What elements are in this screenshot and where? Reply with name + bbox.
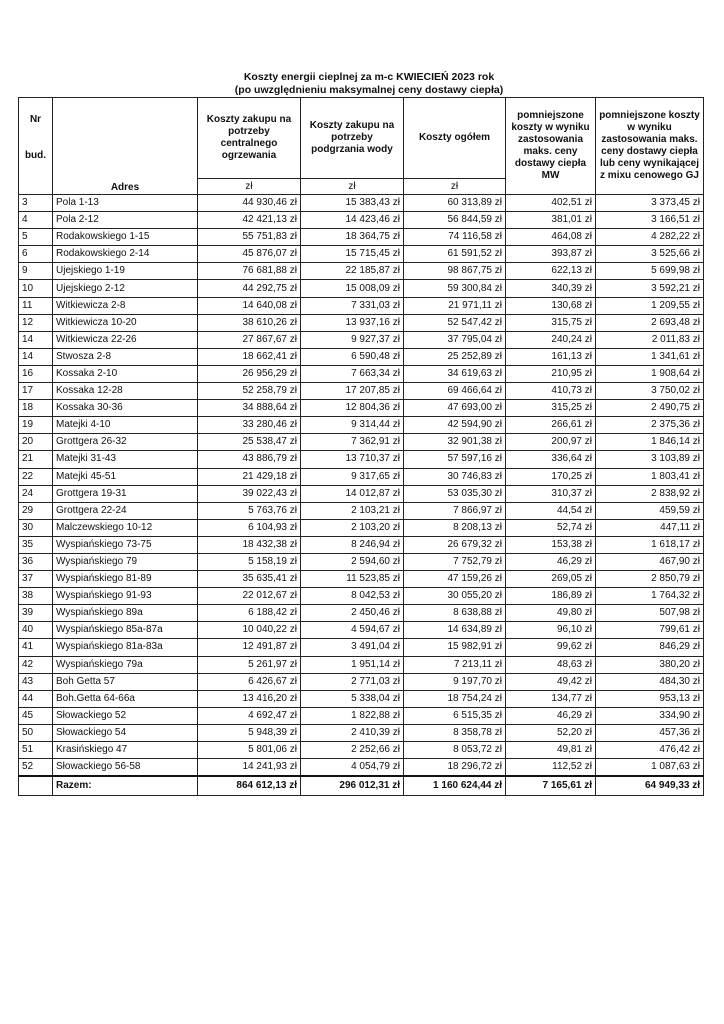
cell-adres: Ujejskiego 1-19 (53, 263, 198, 280)
cell-pomniejszone-mw: 134,77 zł (506, 690, 596, 707)
table-row (19, 451, 704, 468)
cell-pomniejszone-gj: 380,20 zł (596, 656, 704, 673)
unit-cell: zł (301, 179, 404, 195)
cell-koszty-co: 5 763,76 zł (198, 502, 301, 519)
cell-koszty-co: 39 022,43 zł (198, 485, 301, 502)
cell-adres: Matejki 45-51 (53, 468, 198, 485)
table-row (19, 314, 704, 331)
cell-koszty-cwu: 14 423,46 zł (301, 212, 404, 229)
cell-pomniejszone-mw: 170,25 zł (506, 468, 596, 485)
cell-koszty-ogolem: 34 619,63 zł (404, 365, 506, 382)
cell-pomniejszone-gj: 467,90 zł (596, 553, 704, 570)
cell-koszty-cwu: 2 594,60 zł (301, 553, 404, 570)
cell-pomniejszone-mw: 240,24 zł (506, 331, 596, 348)
total-co: 864 612,13 zł (198, 776, 301, 796)
cell-koszty-cwu: 15 008,09 zł (301, 280, 404, 297)
table-row (19, 707, 704, 724)
cell-adres: Wyspiańskiego 81-89 (53, 571, 198, 588)
cell-pomniejszone-gj: 846,29 zł (596, 639, 704, 656)
cell-nr: 43 (19, 673, 53, 690)
cell-koszty-ogolem: 57 597,16 zł (404, 451, 506, 468)
cell-nr: 45 (19, 707, 53, 724)
cell-koszty-co: 38 610,26 zł (198, 314, 301, 331)
cell-nr: 42 (19, 656, 53, 673)
cell-koszty-ogolem: 98 867,75 zł (404, 263, 506, 280)
cell-koszty-co: 21 429,18 zł (198, 468, 301, 485)
cell-pomniejszone-gj: 1 846,14 zł (596, 434, 704, 451)
total-label: Razem: (53, 776, 198, 796)
cell-koszty-co: 5 158,19 zł (198, 553, 301, 570)
table-row (19, 297, 704, 314)
cell-pomniejszone-gj: 3 166,51 zł (596, 212, 704, 229)
table-row (19, 263, 704, 280)
cell-pomniejszone-mw: 269,05 zł (506, 571, 596, 588)
header-koszty-cwu: Koszty zakupu na potrzeby podgrzania wody (301, 98, 404, 179)
cell-koszty-ogolem: 30 746,83 zł (404, 468, 506, 485)
header-adres: Adres (53, 98, 198, 195)
header-nr-bottom: bud. (24, 150, 47, 161)
cell-pomniejszone-mw: 46,29 zł (506, 553, 596, 570)
table-row (19, 348, 704, 365)
cell-pomniejszone-mw: 49,81 zł (506, 742, 596, 759)
cell-adres: Witkiewicza 22-26 (53, 331, 198, 348)
cell-pomniejszone-mw: 130,68 zł (506, 297, 596, 314)
cell-koszty-cwu: 13 937,16 zł (301, 314, 404, 331)
cell-koszty-ogolem: 7 213,11 zł (404, 656, 506, 673)
cell-koszty-ogolem: 9 197,70 zł (404, 673, 506, 690)
cell-nr: 52 (19, 759, 53, 777)
header-koszty-ogolem: Koszty ogółem (404, 98, 506, 179)
cell-koszty-co: 6 426,67 zł (198, 673, 301, 690)
cell-koszty-cwu: 2 103,20 zł (301, 519, 404, 536)
table-row (19, 229, 704, 246)
table-row (19, 639, 704, 656)
cell-adres: Matejki 31-43 (53, 451, 198, 468)
cell-koszty-ogolem: 7 866,97 zł (404, 502, 506, 519)
cell-adres: Wyspiańskiego 89a (53, 605, 198, 622)
table-row (19, 588, 704, 605)
table-row (19, 742, 704, 759)
cell-koszty-co: 6 104,93 zł (198, 519, 301, 536)
cell-nr: 22 (19, 468, 53, 485)
cell-koszty-ogolem: 47 159,26 zł (404, 571, 506, 588)
cell-koszty-co: 18 432,38 zł (198, 536, 301, 553)
cell-koszty-co: 44 292,75 zł (198, 280, 301, 297)
total-mw: 7 165,61 zł (506, 776, 596, 796)
cell-nr: 39 (19, 605, 53, 622)
table-row (19, 434, 704, 451)
cell-koszty-ogolem: 21 971,11 zł (404, 297, 506, 314)
cell-nr: 10 (19, 280, 53, 297)
cell-adres: Kossaka 2-10 (53, 365, 198, 382)
cell-koszty-ogolem: 32 901,38 zł (404, 434, 506, 451)
cell-koszty-ogolem: 42 594,90 zł (404, 417, 506, 434)
cell-koszty-cwu: 7 663,34 zł (301, 365, 404, 382)
cell-adres: Boh.Getta 64-66a (53, 690, 198, 707)
cell-koszty-cwu: 3 491,04 zł (301, 639, 404, 656)
cell-pomniejszone-gj: 2 011,83 zł (596, 331, 704, 348)
cell-koszty-ogolem: 14 634,89 zł (404, 622, 506, 639)
table-row (19, 656, 704, 673)
cell-pomniejszone-gj: 2 693,48 zł (596, 314, 704, 331)
cell-koszty-cwu: 2 410,39 zł (301, 724, 404, 741)
cell-koszty-co: 6 188,42 zł (198, 605, 301, 622)
cell-koszty-cwu: 17 207,85 zł (301, 383, 404, 400)
cell-nr: 41 (19, 639, 53, 656)
cell-pomniejszone-mw: 52,20 zł (506, 724, 596, 741)
cell-koszty-ogolem: 8 053,72 zł (404, 742, 506, 759)
cell-pomniejszone-gj: 507,98 zł (596, 605, 704, 622)
cell-adres: Grottgera 26-32 (53, 434, 198, 451)
cell-pomniejszone-mw: 112,52 zł (506, 759, 596, 777)
cell-nr: 29 (19, 502, 53, 519)
cell-nr: 12 (19, 314, 53, 331)
cell-koszty-cwu: 6 590,48 zł (301, 348, 404, 365)
cell-nr: 18 (19, 400, 53, 417)
cell-koszty-co: 43 886,79 zł (198, 451, 301, 468)
table-row (19, 673, 704, 690)
cell-adres: Krasińskiego 47 (53, 742, 198, 759)
cell-adres: Ujejskiego 2-12 (53, 280, 198, 297)
cell-pomniejszone-gj: 2 490,75 zł (596, 400, 704, 417)
cell-koszty-co: 45 876,07 zł (198, 246, 301, 263)
cell-koszty-cwu: 4 054,79 zł (301, 759, 404, 777)
cell-pomniejszone-mw: 96,10 zł (506, 622, 596, 639)
cell-koszty-ogolem: 59 300,84 zł (404, 280, 506, 297)
cell-adres: Słowackiego 52 (53, 707, 198, 724)
cell-koszty-co: 5 801,06 zł (198, 742, 301, 759)
cell-adres: Wyspiańskiego 79 (53, 553, 198, 570)
cell-nr: 11 (19, 297, 53, 314)
cell-adres: Grottgera 22-24 (53, 502, 198, 519)
cell-koszty-cwu: 9 317,65 zł (301, 468, 404, 485)
total-gj: 64 949,33 zł (596, 776, 704, 796)
cell-koszty-ogolem: 8 358,78 zł (404, 724, 506, 741)
header-nr-top: Nr (29, 114, 42, 125)
cell-pomniejszone-gj: 3 750,02 zł (596, 383, 704, 400)
cell-pomniejszone-gj: 799,61 zł (596, 622, 704, 639)
table-row (19, 571, 704, 588)
cell-koszty-ogolem: 69 466,64 zł (404, 383, 506, 400)
cell-nr: 14 (19, 331, 53, 348)
cell-koszty-co: 35 635,41 zł (198, 571, 301, 588)
total-cwu: 296 012,31 zł (301, 776, 404, 796)
cell-koszty-ogolem: 30 055,20 zł (404, 588, 506, 605)
cell-adres: Kossaka 12-28 (53, 383, 198, 400)
cell-adres: Słowackiego 56-58 (53, 759, 198, 777)
cell-adres: Wyspiańskiego 81a-83a (53, 639, 198, 656)
cell-adres: Witkiewicza 10-20 (53, 314, 198, 331)
document-subtitle: (po uwzględnieniu maksymalnej ceny dostawy ciepła) (234, 84, 504, 96)
cell-adres: Grottgera 19-31 (53, 485, 198, 502)
cell-koszty-co: 27 867,67 zł (198, 331, 301, 348)
table-row (19, 605, 704, 622)
cell-koszty-ogolem: 7 752,79 zł (404, 553, 506, 570)
cell-pomniejszone-mw: 99,62 zł (506, 639, 596, 656)
table-row (19, 417, 704, 434)
cell-koszty-co: 26 956,29 zł (198, 365, 301, 382)
cell-nr: 44 (19, 690, 53, 707)
unit-cell: zł (198, 179, 301, 195)
cell-pomniejszone-mw: 402,51 zł (506, 195, 596, 212)
cell-pomniejszone-gj: 953,13 zł (596, 690, 704, 707)
cell-nr: 37 (19, 571, 53, 588)
table-row (19, 502, 704, 519)
cell-koszty-cwu: 15 715,45 zł (301, 246, 404, 263)
cell-koszty-co: 5 261,97 zł (198, 656, 301, 673)
costs-table (18, 97, 704, 796)
cell-koszty-co: 12 491,87 zł (198, 639, 301, 656)
cell-koszty-ogolem: 47 693,00 zł (404, 400, 506, 417)
cell-pomniejszone-mw: 410,73 zł (506, 383, 596, 400)
total-row (19, 776, 704, 796)
cell-koszty-ogolem: 60 313,89 zł (404, 195, 506, 212)
cell-adres: Pola 2-12 (53, 212, 198, 229)
table-row (19, 212, 704, 229)
cell-adres: Wyspiańskiego 85a-87a (53, 622, 198, 639)
cell-pomniejszone-mw: 336,64 zł (506, 451, 596, 468)
cell-pomniejszone-mw: 49,42 zł (506, 673, 596, 690)
cell-koszty-ogolem: 53 035,30 zł (404, 485, 506, 502)
cell-nr: 24 (19, 485, 53, 502)
table-row (19, 622, 704, 639)
cell-pomniejszone-mw: 315,75 zł (506, 314, 596, 331)
cell-koszty-cwu: 1 951,14 zł (301, 656, 404, 673)
cell-koszty-cwu: 22 185,87 zł (301, 263, 404, 280)
cell-pomniejszone-gj: 2 838,92 zł (596, 485, 704, 502)
table-row (19, 331, 704, 348)
cell-koszty-co: 14 640,08 zł (198, 297, 301, 314)
cell-pomniejszone-gj: 447,11 zł (596, 519, 704, 536)
cell-koszty-cwu: 2 252,66 zł (301, 742, 404, 759)
header-pomniejszone-gj: pomniejszone koszty w wyniku zastosowania maks. ceny dostawy ciepła lub ceny wynikającej z mixu cenowego GJ (596, 98, 704, 195)
cell-koszty-cwu: 14 012,87 zł (301, 485, 404, 502)
header-pomniejszone-mw: pomniejszone koszty w wyniku zastosowania maks. ceny dostawy ciepła MW (506, 98, 596, 195)
cell-pomniejszone-gj: 1 209,55 zł (596, 297, 704, 314)
cell-nr: 50 (19, 724, 53, 741)
table-row (19, 690, 704, 707)
cell-koszty-cwu: 8 042,53 zł (301, 588, 404, 605)
cell-koszty-cwu: 5 338,04 zł (301, 690, 404, 707)
cell-koszty-co: 10 040,22 zł (198, 622, 301, 639)
cell-koszty-ogolem: 8 208,13 zł (404, 519, 506, 536)
cell-koszty-cwu: 8 246,94 zł (301, 536, 404, 553)
cell-nr: 36 (19, 553, 53, 570)
cell-koszty-co: 52 258,79 zł (198, 383, 301, 400)
cell-pomniejszone-mw: 310,37 zł (506, 485, 596, 502)
cell-pomniejszone-mw: 44,54 zł (506, 502, 596, 519)
table-row (19, 400, 704, 417)
cell-koszty-ogolem: 6 515,35 zł (404, 707, 506, 724)
cell-pomniejszone-mw: 48,63 zł (506, 656, 596, 673)
cell-pomniejszone-mw: 381,01 zł (506, 212, 596, 229)
cell-pomniejszone-gj: 1 618,17 zł (596, 536, 704, 553)
cell-koszty-ogolem: 52 547,42 zł (404, 314, 506, 331)
cell-koszty-co: 5 948,39 zł (198, 724, 301, 741)
cell-koszty-co: 14 241,93 zł (198, 759, 301, 777)
cell-adres: Rodakowskiego 2-14 (53, 246, 198, 263)
cell-koszty-ogolem: 56 844,59 zł (404, 212, 506, 229)
cell-pomniejszone-gj: 3 373,45 zł (596, 195, 704, 212)
cell-nr: 3 (19, 195, 53, 212)
cell-adres: Wyspiańskiego 79a (53, 656, 198, 673)
cell-koszty-ogolem: 25 252,89 zł (404, 348, 506, 365)
total-empty-cell (19, 776, 53, 796)
cell-nr: 9 (19, 263, 53, 280)
cell-adres: Kossaka 30-36 (53, 400, 198, 417)
cell-adres: Stwosza 2-8 (53, 348, 198, 365)
cell-koszty-cwu: 2 771,03 zł (301, 673, 404, 690)
cell-pomniejszone-gj: 2 375,36 zł (596, 417, 704, 434)
cell-pomniejszone-gj: 5 699,98 zł (596, 263, 704, 280)
cell-koszty-cwu: 11 523,85 zł (301, 571, 404, 588)
document-title: Koszty energii cieplnej za m-c KWIECIEŃ 2023 rok (243, 71, 495, 83)
header-nr (19, 98, 53, 195)
table-row (19, 195, 704, 212)
cell-pomniejszone-mw: 153,38 zł (506, 536, 596, 553)
cell-pomniejszone-gj: 334,90 zł (596, 707, 704, 724)
cell-pomniejszone-mw: 52,74 zł (506, 519, 596, 536)
cell-koszty-co: 18 662,41 zł (198, 348, 301, 365)
cell-adres: Rodakowskiego 1-15 (53, 229, 198, 246)
cell-koszty-ogolem: 61 591,52 zł (404, 246, 506, 263)
cell-pomniejszone-gj: 1 341,61 zł (596, 348, 704, 365)
cell-pomniejszone-gj: 476,42 zł (596, 742, 704, 759)
cell-nr: 19 (19, 417, 53, 434)
table-row (19, 468, 704, 485)
cell-nr: 20 (19, 434, 53, 451)
table-row (19, 536, 704, 553)
cell-koszty-cwu: 18 364,75 zł (301, 229, 404, 246)
cell-nr: 14 (19, 348, 53, 365)
cell-koszty-co: 25 538,47 zł (198, 434, 301, 451)
table-row (19, 553, 704, 570)
table-row (19, 519, 704, 536)
cell-adres: Słowackiego 54 (53, 724, 198, 741)
cell-koszty-cwu: 9 927,37 zł (301, 331, 404, 348)
cell-pomniejszone-gj: 484,30 zł (596, 673, 704, 690)
cell-koszty-ogolem: 18 296,72 zł (404, 759, 506, 777)
cell-pomniejszone-mw: 393,87 zł (506, 246, 596, 263)
cell-pomniejszone-mw: 161,13 zł (506, 348, 596, 365)
table-row (19, 365, 704, 382)
cell-koszty-cwu: 7 362,91 zł (301, 434, 404, 451)
cell-nr: 16 (19, 365, 53, 382)
cell-pomniejszone-mw: 464,08 zł (506, 229, 596, 246)
unit-cell: zł (404, 179, 506, 195)
cell-koszty-co: 44 930,46 zł (198, 195, 301, 212)
cell-adres: Wyspiańskiego 91-93 (53, 588, 198, 605)
cell-pomniejszone-mw: 200,97 zł (506, 434, 596, 451)
cell-nr: 6 (19, 246, 53, 263)
cell-nr: 17 (19, 383, 53, 400)
table-row (19, 759, 704, 777)
cell-pomniejszone-mw: 46,29 zł (506, 707, 596, 724)
cell-pomniejszone-gj: 1 803,41 zł (596, 468, 704, 485)
cell-koszty-co: 55 751,83 zł (198, 229, 301, 246)
cell-nr: 51 (19, 742, 53, 759)
cell-pomniejszone-mw: 315,25 zł (506, 400, 596, 417)
table-row (19, 246, 704, 263)
cell-nr: 5 (19, 229, 53, 246)
cell-koszty-ogolem: 8 638,88 zł (404, 605, 506, 622)
cell-koszty-cwu: 13 710,37 zł (301, 451, 404, 468)
cell-pomniejszone-gj: 2 850,79 zł (596, 571, 704, 588)
cell-koszty-cwu: 15 383,43 zł (301, 195, 404, 212)
cell-koszty-cwu: 2 103,21 zł (301, 502, 404, 519)
cell-koszty-ogolem: 18 754,24 zł (404, 690, 506, 707)
cell-nr: 4 (19, 212, 53, 229)
cell-pomniejszone-gj: 3 592,21 zł (596, 280, 704, 297)
cell-nr: 21 (19, 451, 53, 468)
cell-adres: Pola 1-13 (53, 195, 198, 212)
cell-pomniejszone-gj: 4 282,22 zł (596, 229, 704, 246)
table-row (19, 383, 704, 400)
cell-adres: Witkiewicza 2-8 (53, 297, 198, 314)
cell-pomniejszone-mw: 266,61 zł (506, 417, 596, 434)
cell-adres: Malczewskiego 10-12 (53, 519, 198, 536)
table-row (19, 280, 704, 297)
cell-koszty-ogolem: 74 116,58 zł (404, 229, 506, 246)
cell-koszty-co: 13 416,20 zł (198, 690, 301, 707)
cell-pomniejszone-mw: 622,13 zł (506, 263, 596, 280)
cell-pomniejszone-mw: 186,89 zł (506, 588, 596, 605)
cell-koszty-cwu: 2 450,46 zł (301, 605, 404, 622)
cell-nr: 38 (19, 588, 53, 605)
cell-pomniejszone-gj: 3 525,66 zł (596, 246, 704, 263)
cell-nr: 40 (19, 622, 53, 639)
cell-adres: Wyspiańskiego 73-75 (53, 536, 198, 553)
cell-koszty-cwu: 9 314,44 zł (301, 417, 404, 434)
cell-koszty-co: 42 421,13 zł (198, 212, 301, 229)
cell-koszty-ogolem: 15 982,91 zł (404, 639, 506, 656)
cell-koszty-co: 4 692,47 zł (198, 707, 301, 724)
cell-pomniejszone-gj: 459,59 zł (596, 502, 704, 519)
table-body (19, 195, 704, 777)
cell-pomniejszone-gj: 1 764,32 zł (596, 588, 704, 605)
cell-koszty-cwu: 4 594,67 zł (301, 622, 404, 639)
cell-pomniejszone-mw: 340,39 zł (506, 280, 596, 297)
cell-nr: 35 (19, 536, 53, 553)
cell-koszty-co: 34 888,64 zł (198, 400, 301, 417)
cell-koszty-cwu: 1 822,88 zł (301, 707, 404, 724)
cell-pomniejszone-gj: 1 087,63 zł (596, 759, 704, 777)
cell-koszty-ogolem: 26 679,32 zł (404, 536, 506, 553)
cell-koszty-cwu: 12 804,36 zł (301, 400, 404, 417)
cell-koszty-ogolem: 37 795,04 zł (404, 331, 506, 348)
cell-nr: 30 (19, 519, 53, 536)
cell-pomniejszone-gj: 3 103,89 zł (596, 451, 704, 468)
total-ogolem: 1 160 624,44 zł (404, 776, 506, 796)
table-row (19, 485, 704, 502)
cell-pomniejszone-mw: 49,80 zł (506, 605, 596, 622)
cell-koszty-cwu: 7 331,03 zł (301, 297, 404, 314)
header-koszty-co: Koszty zakupu na potrzeby centralnego ogrzewania (198, 98, 301, 179)
cell-koszty-co: 22 012,67 zł (198, 588, 301, 605)
cell-koszty-co: 33 280,46 zł (198, 417, 301, 434)
cell-pomniejszone-gj: 457,36 zł (596, 724, 704, 741)
cell-pomniejszone-gj: 1 908,64 zł (596, 365, 704, 382)
cell-koszty-co: 76 681,88 zł (198, 263, 301, 280)
cell-pomniejszone-mw: 210,95 zł (506, 365, 596, 382)
cell-adres: Boh Getta 57 (53, 673, 198, 690)
table-row (19, 724, 704, 741)
cell-adres: Matejki 4-10 (53, 417, 198, 434)
